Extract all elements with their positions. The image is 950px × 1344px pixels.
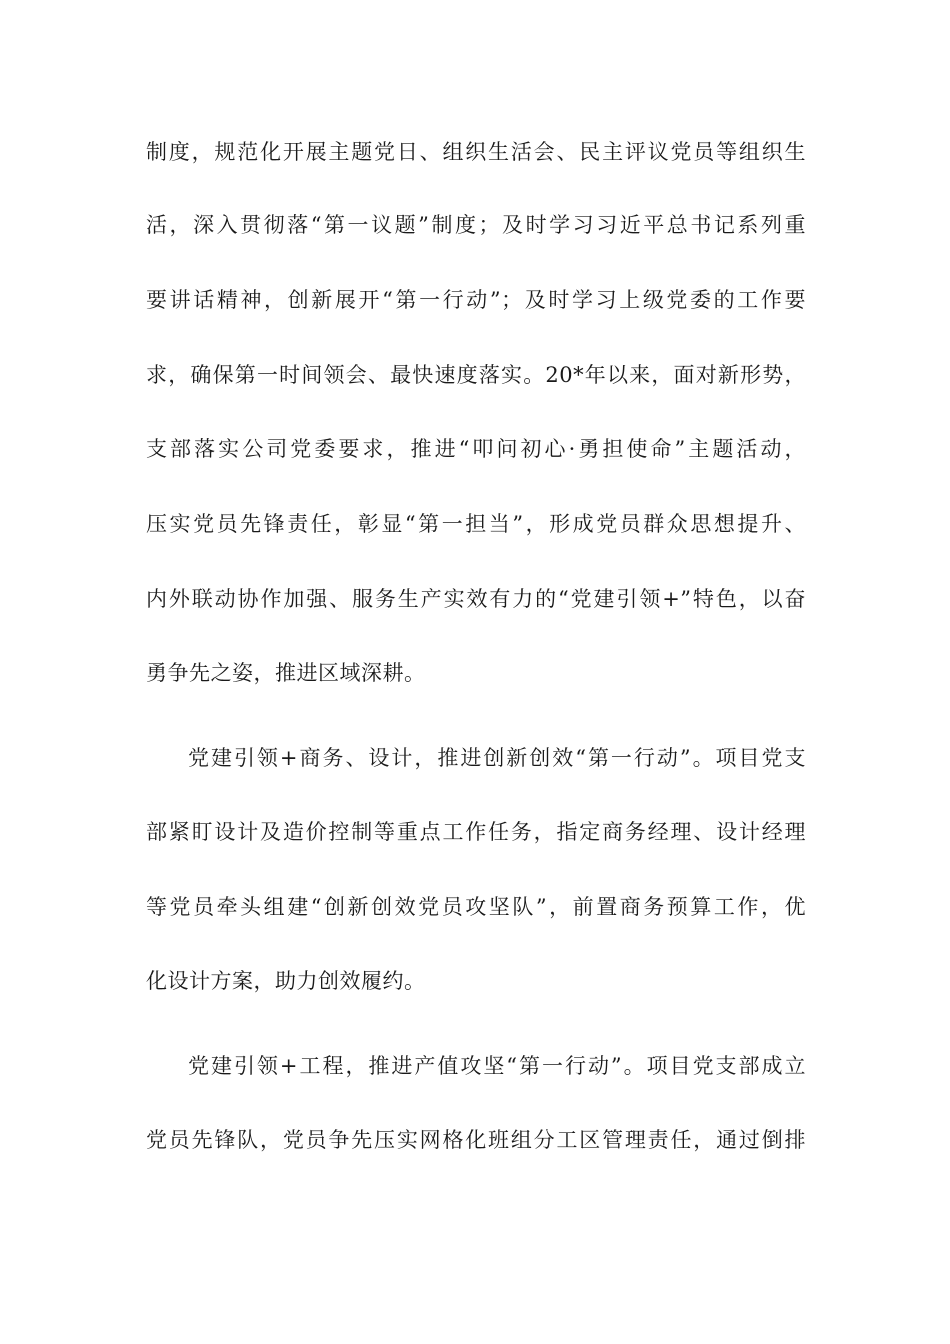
paragraph-line: 内外联动协作加强、服务生产实效有力的“党建引领+”特色，以奋 bbox=[146, 587, 806, 611]
paragraph-line: 要讲话精神，创新展开“第一行动”；及时学习上级党委的工作要 bbox=[146, 288, 806, 312]
paragraph-line: 活，深入贯彻落“第一议题”制度；及时学习习近平总书记系列重 bbox=[146, 213, 806, 237]
paragraph-line: 制度，规范化开展主题党日、组织生活会、民主评议党员等组织生 bbox=[146, 140, 806, 164]
paragraph-first-line: 党建引领+商务、设计，推进创新创效“第一行动”。项目党支 bbox=[188, 746, 806, 770]
paragraph-line: 勇争先之姿，推进区域深耕。 bbox=[146, 661, 426, 685]
paragraph-line: 党员先锋队，党员争先压实网格化班组分工区管理责任，通过倒排 bbox=[146, 1128, 806, 1152]
paragraph-line: 等党员牵头组建“创新创效党员攻坚队”，前置商务预算工作，优 bbox=[146, 895, 806, 919]
paragraph-first-line: 党建引领+工程，推进产值攻坚“第一行动”。项目党支部成立 bbox=[188, 1054, 806, 1078]
paragraph-line: 化设计方案，助力创效履约。 bbox=[146, 969, 426, 993]
paragraph-line: 支部落实公司党委要求，推进“叩问初心·勇担使命”主题活动， bbox=[146, 437, 806, 461]
paragraph-line: 部紧盯设计及造价控制等重点工作任务，指定商务经理、设计经理 bbox=[146, 820, 806, 844]
paragraph-line: 求，确保第一时间领会、最快速度落实。20*年以来，面对新形势， bbox=[146, 363, 806, 387]
paragraph-line: 压实党员先锋责任，彰显“第一担当”，形成党员群众思想提升、 bbox=[146, 512, 806, 536]
